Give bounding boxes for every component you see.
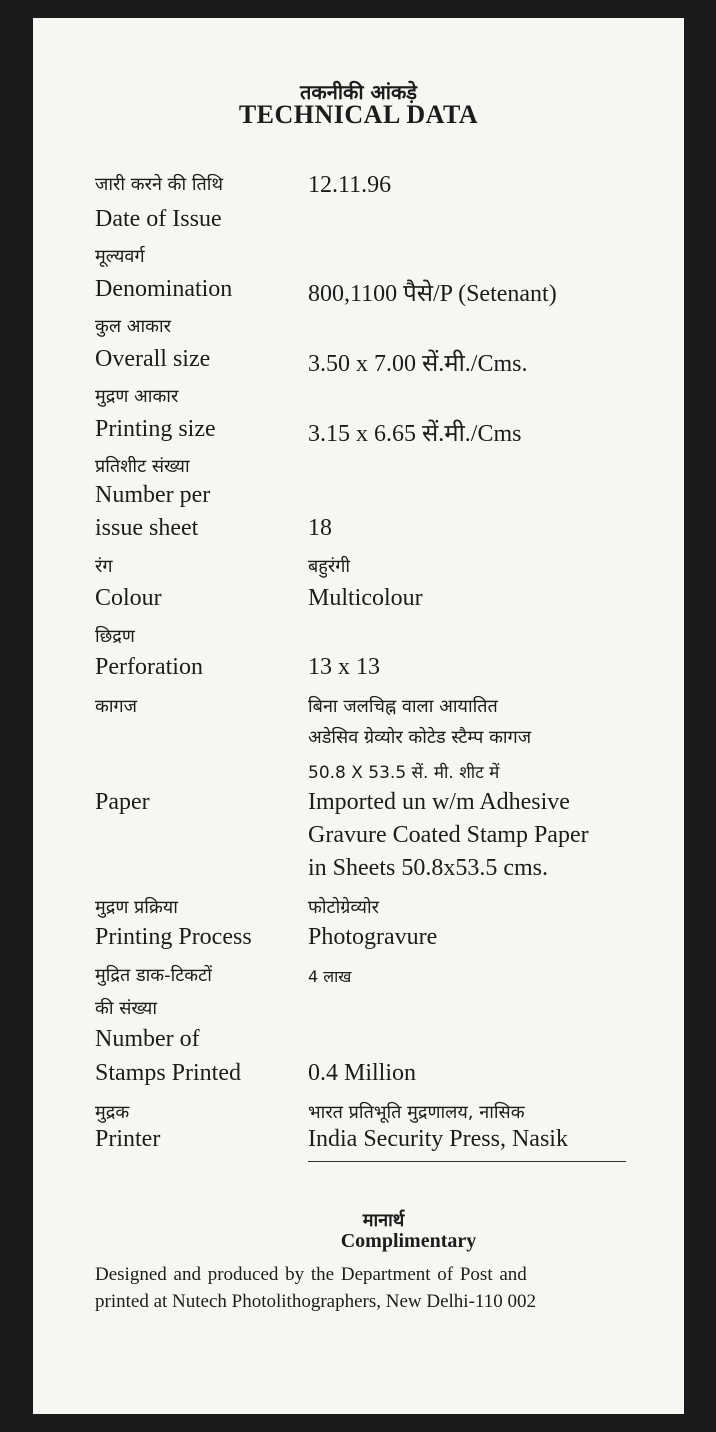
issue-date-label-hindi: जारी करने की तिथि xyxy=(95,174,223,195)
stamps-printed-label-hindi-line2: की संख्या xyxy=(95,998,158,1019)
overall-size-value: 3.50 x 7.00 सें.मी./Cms. xyxy=(308,351,528,377)
perforation-label: Perforation xyxy=(95,654,203,680)
paper-label-hindi: कागज xyxy=(95,696,137,717)
printing-size-label: Printing size xyxy=(95,416,216,442)
number-per-sheet-label-line1: Number per xyxy=(95,482,211,508)
denomination-label-hindi: मूल्यवर्ग xyxy=(95,246,145,267)
paper-value-hindi-line1: बिना जलचिह्न वाला आयातित xyxy=(308,696,498,717)
title-english: TECHNICAL DATA xyxy=(238,100,479,129)
technical-data-sheet xyxy=(33,18,684,1414)
printer-value: India Security Press, Nasik xyxy=(308,1126,568,1152)
stamps-printed-value: 0.4 Million xyxy=(308,1060,417,1086)
printing-size-label-hindi: मुद्रण आकार xyxy=(95,386,179,407)
issue-date-value: 12.11.96 xyxy=(308,172,392,198)
paper-value-line3: in Sheets 50.8x53.5 cms. xyxy=(308,855,548,881)
number-per-sheet-label-line2: issue sheet xyxy=(95,515,199,541)
printing-process-value: Photogravure xyxy=(308,924,438,950)
printing-process-label: Printing Process xyxy=(95,924,252,950)
printer-value-hindi: भारत प्रतिभूति मुद्रणालय, नासिक xyxy=(308,1102,525,1123)
paper-value-line2: Gravure Coated Stamp Paper xyxy=(308,822,589,848)
complimentary-english: Complimentary xyxy=(340,1230,477,1252)
paper-label: Paper xyxy=(95,789,150,815)
printing-process-value-hindi: फोटोग्रेव्योर xyxy=(308,897,380,918)
issue-date-label: Date of Issue xyxy=(95,206,222,232)
footer-line2: printed at Nutech Photolithographers, New Delhi-110 002 xyxy=(95,1291,536,1312)
stamps-printed-label-line2: Stamps Printed xyxy=(95,1060,242,1086)
overall-size-label: Overall size xyxy=(95,346,211,372)
denomination-label: Denomination xyxy=(95,276,233,302)
printer-label: Printer xyxy=(95,1126,161,1152)
complimentary-hindi: मानार्थ xyxy=(362,1210,405,1231)
printer-label-hindi: मुद्रक xyxy=(95,1102,130,1123)
paper-value-line1: Imported un w/m Adhesive xyxy=(308,789,570,815)
printing-process-label-hindi: मुद्रण प्रक्रिया xyxy=(95,897,178,918)
denomination-value: 800,1100 पैसे/P (Setenant) xyxy=(308,281,557,307)
paper-value-hindi-line3: 50.8 X 53.5 सें. मी. शीट में xyxy=(308,763,500,783)
colour-value-hindi: बहुरंगी xyxy=(308,556,350,577)
stamps-printed-label-line1: Number of xyxy=(95,1026,200,1052)
title-hindi: तकनीकी आंकड़े xyxy=(299,80,418,104)
perforation-label-hindi: छिद्रण xyxy=(95,626,135,647)
stamps-printed-value-hindi: 4 लाख xyxy=(308,967,352,986)
footer-line1: Designed and produced by the Department of Post and xyxy=(95,1264,527,1285)
overall-size-label-hindi: कुल आकार xyxy=(95,316,171,337)
number-per-sheet-value: 18 xyxy=(308,515,332,541)
colour-label: Colour xyxy=(95,585,162,611)
number-per-sheet-label-hindi: प्रतिशीट संख्या xyxy=(95,456,190,477)
stamps-printed-label-hindi-line1: मुद्रित डाक-टिकटों xyxy=(95,965,212,986)
paper-value-hindi-line2: अडेसिव ग्रेव्योर कोटेड स्टैम्प कागज xyxy=(308,727,532,748)
printing-size-value: 3.15 x 6.65 सें.मी./Cms xyxy=(308,421,522,447)
colour-value: Multicolour xyxy=(308,585,423,611)
divider-line xyxy=(308,1161,626,1162)
perforation-value: 13 x 13 xyxy=(308,654,380,680)
colour-label-hindi: रंग xyxy=(95,556,113,577)
